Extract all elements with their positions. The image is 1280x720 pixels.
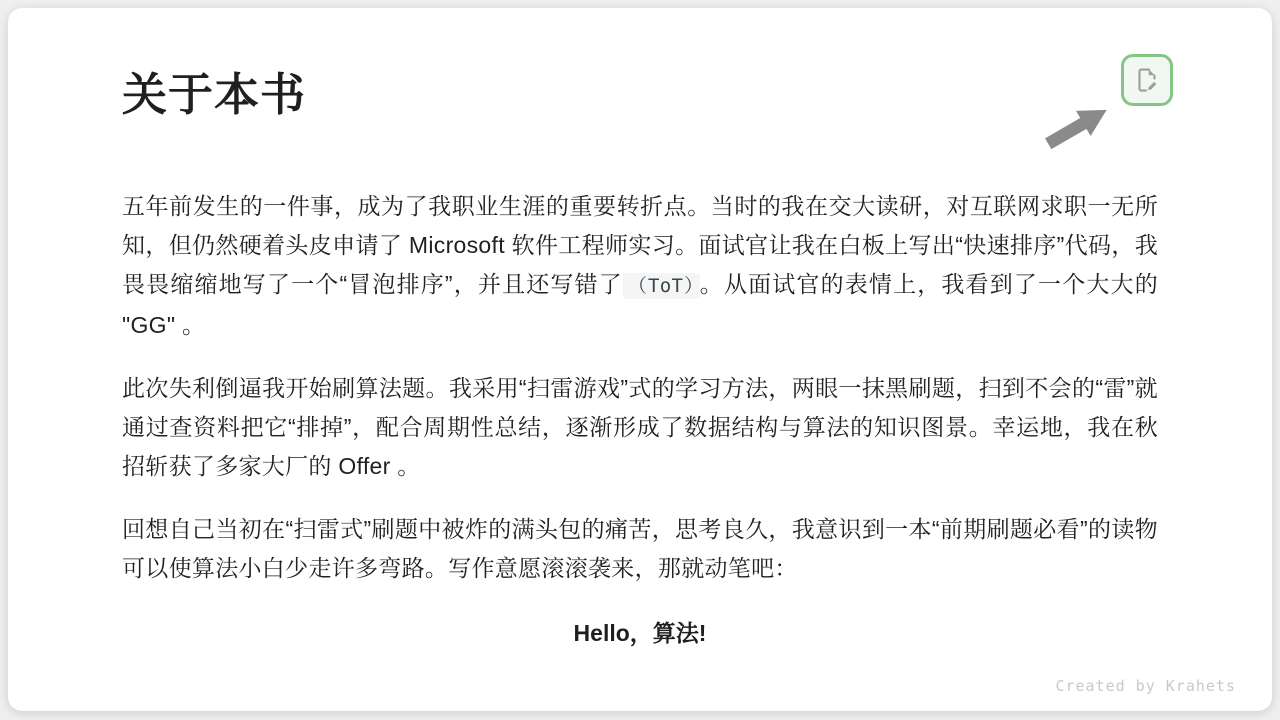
inline-code-tot: （ToT） [623, 273, 700, 299]
article-content [8, 8, 1272, 653]
footer-credit: Created by Krahets [1055, 677, 1236, 695]
page-title: 关于本书 [122, 69, 307, 120]
paragraph-3: 回想自己当初在“扫雷式”刷题中被炸的满头包的痛苦，思考良久，我意识到一本“前期刷题必看”的读物可以使算法小白少走许多弯路。写作意愿滚滚袭来，那就动笔吧： [122, 516, 1158, 581]
paragraph-1 [122, 187, 1158, 345]
page-card [8, 8, 1272, 711]
northeast-arrow-icon [1028, 108, 1112, 164]
edit-document-icon [1132, 65, 1162, 95]
edit-page-button[interactable] [1121, 54, 1173, 106]
paragraph-1-text-after: 。从面试官的表情上，我看到了一个大大的 "GG" 。 [122, 271, 1158, 338]
paragraph-1-text-before: 五年前发生的一件事，成为了我职业生涯的重要转折点。当时的我在交大读研，对互联网求职一无所知，但仍然硬着头皮申请了 Microsoft 软件工程师实习。面试官让我在白板上写出“快速排序”代码，我畏畏缩缩地写了一个“冒泡排序”，并且还写错了 [122, 193, 1158, 297]
paragraph-2: 此次失利倒逼我开始刷算法题。我采用“扫雷游戏”式的学习方法，两眼一抹黑刷题，扫到不会的“雷”就通过查资料把它“排掉”，配合周期性总结，逐渐形成了数据结构与算法的知识图景。幸运地，我在秋招斩获了多家大厂的 Offer 。 [122, 375, 1158, 479]
hello-algo-heading: Hello，算法! [573, 620, 707, 646]
